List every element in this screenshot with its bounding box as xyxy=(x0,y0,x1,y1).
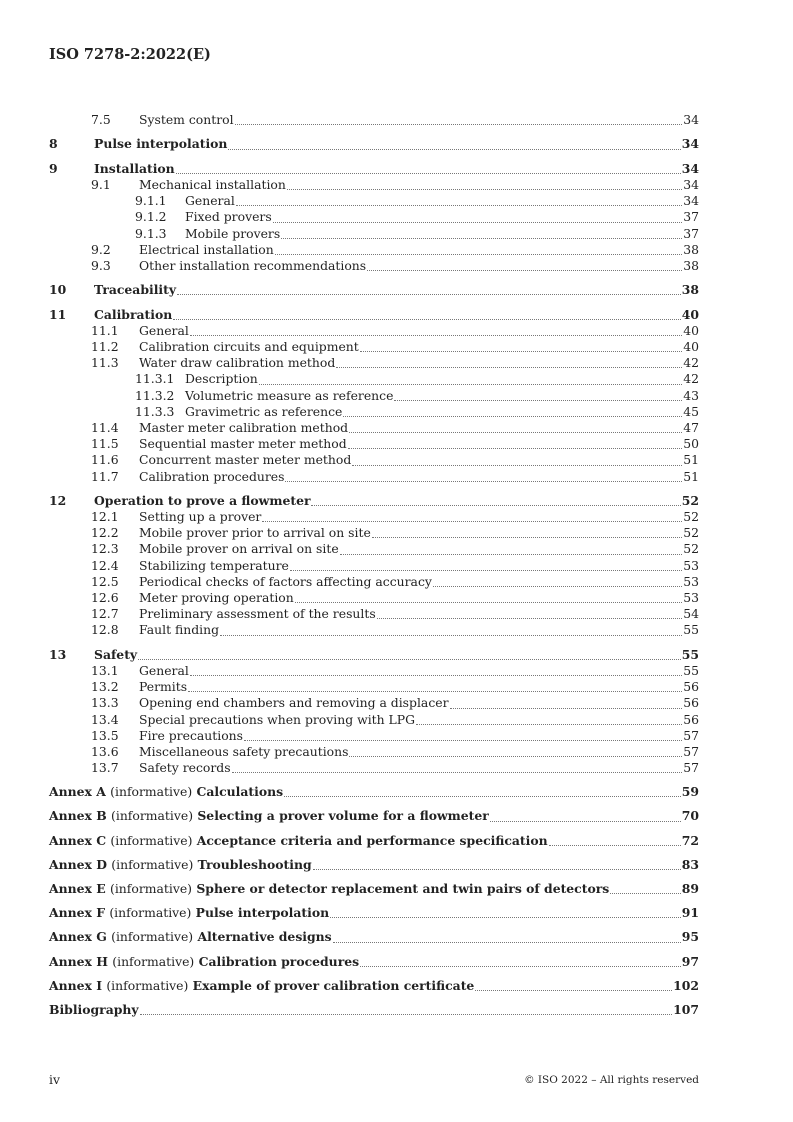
toc-page-number: 59 xyxy=(681,784,699,800)
toc-entry[interactable] xyxy=(49,712,699,728)
toc-entry[interactable] xyxy=(49,541,699,557)
toc-page-number: 70 xyxy=(681,808,699,824)
toc-dot-leader xyxy=(190,675,682,676)
toc-entry[interactable] xyxy=(49,744,699,760)
toc-page-number: 55 xyxy=(681,646,699,662)
toc-dot-leader xyxy=(176,173,681,174)
toc-entry-title: General xyxy=(185,193,235,209)
toc-entry-number: 13.4 xyxy=(91,711,119,727)
toc-entry-title: Miscellaneous safety precautions xyxy=(139,743,349,759)
toc-annex-heading: Acceptance criteria and performance specification xyxy=(196,832,548,848)
toc-dot-leader xyxy=(336,367,682,368)
toc-entry-title: Stabilizing temperature xyxy=(139,557,289,573)
toc-dot-leader xyxy=(273,222,683,223)
toc-dot-leader xyxy=(348,448,683,449)
toc-entry-title: Operation to prove a flowmeter xyxy=(94,492,311,508)
table-of-contents xyxy=(49,112,699,1018)
toc-page-number: 55 xyxy=(683,622,699,638)
toc-dot-leader xyxy=(352,465,682,466)
copyright-notice: © ISO 2022 – All rights reserved xyxy=(524,1074,699,1086)
toc-annex-title xyxy=(49,978,474,994)
toc-page-number: 47 xyxy=(683,419,699,435)
toc-entry-title: General xyxy=(139,662,189,678)
toc-page-number: 53 xyxy=(683,557,699,573)
toc-entry-title: Water draw calibration method xyxy=(139,355,336,371)
toc-annex-label: Annex I xyxy=(49,977,103,993)
toc-entry-number: 12.5 xyxy=(91,573,119,589)
toc-dot-leader xyxy=(220,635,682,636)
toc-dot-leader xyxy=(311,505,680,506)
toc-page-number: 40 xyxy=(681,306,699,322)
toc-entry-number: 12.8 xyxy=(91,622,119,638)
toc-entry[interactable] xyxy=(49,647,699,663)
toc-annex-label: Annex H xyxy=(49,953,108,969)
toc-entry-number: 9.2 xyxy=(91,241,111,257)
toc-entry[interactable] xyxy=(49,112,699,128)
toc-entry[interactable] xyxy=(49,226,699,242)
toc-dot-leader xyxy=(173,319,681,320)
toc-dot-leader xyxy=(450,708,683,709)
toc-entry-number: 13.3 xyxy=(91,695,119,711)
toc-entry-number: 11.7 xyxy=(91,468,119,484)
toc-annex-informative: (informative) xyxy=(110,832,193,848)
toc-annex-title xyxy=(49,833,548,849)
toc-entry[interactable] xyxy=(49,209,699,225)
toc-entry[interactable] xyxy=(49,436,699,452)
toc-entry[interactable] xyxy=(49,695,699,711)
toc-page-number: 34 xyxy=(683,193,699,209)
toc-entry-title: Traceability xyxy=(94,282,177,298)
toc-annex-label: Annex C xyxy=(49,832,107,848)
toc-dot-leader xyxy=(360,966,681,967)
toc-entry-number: 9.3 xyxy=(91,257,111,273)
toc-entry-title: Periodical checks of factors affecting accuracy xyxy=(139,573,432,589)
toc-dot-leader xyxy=(367,270,682,271)
toc-entry-title: General xyxy=(139,322,189,338)
toc-entry-number: 12.3 xyxy=(91,541,119,557)
toc-page-number: 42 xyxy=(683,371,699,387)
toc-entry-number: 10 xyxy=(49,282,67,298)
toc-dot-leader xyxy=(549,845,681,846)
toc-dot-leader xyxy=(610,893,681,894)
toc-dot-leader xyxy=(281,238,682,239)
toc-page-number: 54 xyxy=(683,606,699,622)
toc-entry-title: Safety xyxy=(94,646,138,662)
toc-annex-entry[interactable] xyxy=(49,833,699,849)
toc-entry-number: 13 xyxy=(49,646,67,662)
toc-entry-title: Pulse interpolation xyxy=(94,136,228,152)
toc-entry-number: 13.6 xyxy=(91,743,119,759)
toc-page-number: 40 xyxy=(683,339,699,354)
toc-dot-leader xyxy=(262,521,682,522)
toc-annex-informative: (informative) xyxy=(111,856,194,872)
toc-entry-number: 11 xyxy=(49,306,67,322)
toc-entry-number: 12.4 xyxy=(91,557,119,573)
toc-dot-leader xyxy=(313,869,681,870)
toc-entry-title: Gravimetric as reference xyxy=(185,403,343,419)
toc-page-number: 53 xyxy=(683,590,699,605)
toc-entry-number: 13.5 xyxy=(91,727,119,743)
toc-annex-informative: (informative) xyxy=(110,784,193,800)
toc-page-number: 57 xyxy=(683,760,699,776)
toc-entry-title: Mechanical installation xyxy=(139,176,286,192)
toc-entry[interactable] xyxy=(49,509,699,525)
toc-page-number: 37 xyxy=(683,209,699,225)
toc-dot-leader xyxy=(343,416,682,417)
toc-page-number: 91 xyxy=(681,905,699,921)
toc-entry-title: Description xyxy=(185,371,258,387)
toc-annex-entry[interactable] xyxy=(49,929,699,945)
toc-dot-leader xyxy=(235,124,683,125)
toc-entry-number: 11.6 xyxy=(91,452,119,468)
toc-entry-number: 12.2 xyxy=(91,525,119,541)
toc-page-number: 52 xyxy=(683,525,699,541)
toc-entry-number: 7.5 xyxy=(91,112,111,127)
toc-entry[interactable] xyxy=(49,420,699,436)
toc-dot-leader xyxy=(349,432,682,433)
toc-entry[interactable] xyxy=(49,679,699,695)
toc-page-number: 40 xyxy=(683,322,699,338)
toc-page-number: 56 xyxy=(683,695,699,711)
toc-annex-heading: Alternative designs xyxy=(197,929,332,945)
toc-entry-title: Opening end chambers and removing a displacer xyxy=(139,695,449,711)
toc-page-number: 34 xyxy=(681,160,699,176)
toc-dot-leader xyxy=(188,691,682,692)
toc-page-number: 83 xyxy=(681,856,699,872)
toc-entry-title: Calibration procedures xyxy=(139,468,285,484)
toc-annex-heading: Troubleshooting xyxy=(197,856,312,872)
toc-page-number: 72 xyxy=(681,832,699,848)
toc-annex-label: Annex D xyxy=(49,856,107,872)
toc-annex-informative: (informative) xyxy=(111,808,194,824)
toc-annex-informative: (informative) xyxy=(112,953,195,969)
toc-entry[interactable] xyxy=(49,452,699,468)
toc-entry-title: Setting up a prover xyxy=(139,509,262,525)
toc-annex-informative: (informative) xyxy=(110,881,192,896)
toc-dot-leader xyxy=(340,554,683,555)
toc-dot-leader xyxy=(244,740,682,741)
toc-annex-label: Annex F xyxy=(49,905,106,921)
toc-entry-title: Installation xyxy=(94,160,175,176)
toc-page-number: 52 xyxy=(683,541,699,557)
toc-dot-leader xyxy=(295,602,682,603)
toc-entry-number: 11.1 xyxy=(91,322,119,338)
toc-entry-number: 11.4 xyxy=(91,419,119,435)
toc-entry-number: 11.5 xyxy=(91,436,119,452)
toc-entry-title: Master meter calibration method xyxy=(139,419,349,435)
toc-entry-number: 11.3.1 xyxy=(135,371,175,387)
toc-entry[interactable] xyxy=(49,469,699,485)
toc-page-number: 89 xyxy=(681,881,699,896)
toc-annex-entry[interactable] xyxy=(49,857,699,873)
toc-entry[interactable] xyxy=(49,760,699,776)
toc-annex-label: Annex E xyxy=(49,881,106,896)
toc-dot-leader xyxy=(349,756,682,757)
toc-dot-leader xyxy=(290,570,682,571)
toc-entry[interactable] xyxy=(49,307,699,323)
toc-annex-heading: Sphere or detector replacement and twin pairs of detectors xyxy=(196,881,610,896)
toc-entry[interactable] xyxy=(49,388,699,404)
toc-entry-title: Fire precautions xyxy=(139,727,243,743)
toc-entry-number: 12.1 xyxy=(91,509,119,525)
toc-annex-title xyxy=(49,929,332,945)
toc-dot-leader xyxy=(138,659,681,660)
toc-entry[interactable] xyxy=(49,663,699,679)
toc-page-number: 56 xyxy=(683,679,699,695)
toc-dot-leader xyxy=(394,400,682,401)
toc-dot-leader xyxy=(275,254,682,255)
toc-annex-entry[interactable] xyxy=(49,881,699,897)
toc-page-number: 45 xyxy=(683,403,699,419)
toc-dot-leader xyxy=(490,821,681,822)
toc-entry-number: 12.7 xyxy=(91,606,119,622)
toc-dot-leader xyxy=(372,537,682,538)
toc-annex-entry[interactable] xyxy=(49,784,699,800)
toc-entry[interactable] xyxy=(49,404,699,420)
toc-annex-heading: Selecting a prover volume for a flowmeter xyxy=(197,808,489,824)
toc-entry-number: 11.3.2 xyxy=(135,387,175,403)
toc-annex-label: Annex G xyxy=(49,929,107,945)
toc-entry-title: Fixed provers xyxy=(185,209,272,225)
toc-entry-title: System control xyxy=(139,112,234,127)
toc-entry[interactable] xyxy=(49,728,699,744)
toc-annex-label: Annex B xyxy=(49,808,107,824)
document-header: ISO 7278-2:2022(E) xyxy=(49,46,211,63)
toc-page-number: 97 xyxy=(681,953,699,969)
toc-page-number: 56 xyxy=(683,711,699,727)
toc-entry-number: 13.1 xyxy=(91,662,119,678)
toc-page-number: 50 xyxy=(683,436,699,452)
toc-entry[interactable] xyxy=(49,493,699,509)
toc-page-number: 34 xyxy=(681,136,699,152)
toc-entry[interactable] xyxy=(49,258,699,274)
toc-entry-title: Fault finding xyxy=(139,622,220,638)
toc-page-number: 42 xyxy=(683,355,699,371)
toc-entry-title: Permits xyxy=(139,679,188,695)
toc-entry[interactable] xyxy=(49,622,699,638)
toc-entry-number: 9.1.3 xyxy=(135,225,167,241)
toc-page-number: 102 xyxy=(673,977,699,993)
toc-page-number: 57 xyxy=(683,727,699,743)
toc-annex-informative: (informative) xyxy=(106,977,189,993)
toc-page-number: 107 xyxy=(673,1001,699,1017)
toc-dot-leader xyxy=(190,335,682,336)
toc-entry[interactable] xyxy=(49,242,699,258)
toc-dot-leader xyxy=(360,351,682,352)
toc-entry-number: 9 xyxy=(49,160,58,176)
toc-entry-number: 13.7 xyxy=(91,760,119,776)
toc-dot-leader xyxy=(475,990,672,991)
toc-annex-title xyxy=(49,808,489,824)
toc-page-number: 37 xyxy=(683,225,699,241)
toc-dot-leader xyxy=(236,205,682,206)
toc-page-number: 34 xyxy=(683,112,699,127)
toc-annex-title xyxy=(49,784,283,800)
toc-entry[interactable] xyxy=(49,590,699,606)
toc-entry-number: 9.1 xyxy=(91,176,111,192)
toc-page-number: 55 xyxy=(683,662,699,678)
toc-entry-title: Preliminary assessment of the results xyxy=(139,606,376,622)
toc-page-number: 34 xyxy=(683,176,699,192)
toc-entry-number: 11.3 xyxy=(91,355,119,371)
toc-dot-leader xyxy=(333,942,681,943)
toc-entry[interactable] xyxy=(49,558,699,574)
toc-annex-heading: Calibration procedures xyxy=(198,953,360,969)
toc-entry-number: 9.1.2 xyxy=(135,209,167,225)
toc-dot-leader xyxy=(377,618,683,619)
toc-annex-entry[interactable] xyxy=(49,978,699,994)
toc-annex-informative: (informative) xyxy=(109,905,192,921)
toc-entry-title: Calibration xyxy=(94,306,173,322)
toc-entry-title: Mobile prover prior to arrival on site xyxy=(139,525,371,541)
toc-entry-number: 12 xyxy=(49,492,67,508)
toc-entry-number: 8 xyxy=(49,136,58,152)
toc-entry[interactable] xyxy=(49,161,699,177)
toc-dot-leader xyxy=(330,917,681,918)
toc-annex-title xyxy=(49,954,359,970)
toc-entry-title: Other installation recommendations xyxy=(139,257,367,273)
toc-annex-heading: Example of prover calibration certificate xyxy=(192,977,475,993)
toc-entry-number: 11.2 xyxy=(91,339,119,354)
toc-entry[interactable] xyxy=(49,606,699,622)
toc-page-number: 38 xyxy=(683,257,699,273)
toc-annex-entry[interactable] xyxy=(49,1002,699,1018)
toc-page-number: 38 xyxy=(683,241,699,257)
toc-page-number: 51 xyxy=(683,452,699,468)
toc-dot-leader xyxy=(416,724,682,725)
toc-dot-leader xyxy=(232,772,683,773)
toc-entry-number: 13.2 xyxy=(91,679,119,695)
toc-dot-leader xyxy=(433,586,682,587)
toc-annex-entry[interactable] xyxy=(49,905,699,921)
toc-entry[interactable] xyxy=(49,282,699,298)
toc-entry-title: Calibration circuits and equipment xyxy=(139,339,359,354)
toc-page-number: 57 xyxy=(683,743,699,759)
toc-entry-number: 11.3.3 xyxy=(135,403,175,419)
toc-entry-number: 9.1.1 xyxy=(135,193,167,209)
toc-page-number: 53 xyxy=(683,573,699,589)
toc-entry-title: Safety records xyxy=(139,760,231,776)
toc-dot-leader xyxy=(284,796,681,797)
toc-entry-title: Special precautions when proving with LPG xyxy=(139,711,416,727)
toc-annex-entry[interactable] xyxy=(49,808,699,824)
toc-annex-title xyxy=(49,881,609,897)
toc-annex-label: Annex A xyxy=(49,784,106,800)
toc-entry[interactable] xyxy=(49,355,699,371)
toc-entry-title: Volumetric measure as reference xyxy=(185,387,394,403)
toc-annex-title xyxy=(49,1002,139,1018)
toc-annex-heading: Calculations xyxy=(196,784,284,800)
toc-annex-label: Bibliography xyxy=(49,1001,139,1017)
toc-dot-leader xyxy=(177,294,681,295)
toc-entry[interactable] xyxy=(49,371,699,387)
toc-dot-leader xyxy=(287,189,682,190)
toc-entry[interactable] xyxy=(49,323,699,339)
toc-entry[interactable] xyxy=(49,525,699,541)
toc-annex-informative: (informative) xyxy=(111,929,194,945)
toc-dot-leader xyxy=(285,481,682,482)
toc-page-number: 52 xyxy=(683,509,699,525)
toc-dot-leader xyxy=(228,149,680,150)
toc-entry-title: Mobile prover on arrival on site xyxy=(139,541,339,557)
page-number: iv xyxy=(49,1072,60,1087)
toc-entry-title: Electrical installation xyxy=(139,241,274,257)
toc-entry-number: 12.6 xyxy=(91,590,119,605)
toc-entry[interactable] xyxy=(49,339,699,355)
toc-annex-title xyxy=(49,905,329,921)
toc-entry-title: Meter proving operation xyxy=(139,590,294,605)
toc-page-number: 95 xyxy=(681,929,699,945)
toc-annex-title xyxy=(49,857,312,873)
toc-annex-heading: Pulse interpolation xyxy=(195,905,330,921)
toc-entry-title: Mobile provers xyxy=(185,225,281,241)
toc-entry[interactable] xyxy=(49,574,699,590)
toc-page-number: 52 xyxy=(681,492,699,508)
toc-entry-title: Concurrent master meter method xyxy=(139,452,352,468)
toc-entry[interactable] xyxy=(49,177,699,193)
toc-entry[interactable] xyxy=(49,136,699,152)
toc-entry[interactable] xyxy=(49,193,699,209)
toc-page-number: 51 xyxy=(683,468,699,484)
toc-page-number: 38 xyxy=(681,282,699,298)
toc-dot-leader xyxy=(259,384,682,385)
toc-entry-title: Sequential master meter method xyxy=(139,436,347,452)
toc-dot-leader xyxy=(140,1014,673,1015)
toc-annex-entry[interactable] xyxy=(49,954,699,970)
toc-page-number: 43 xyxy=(683,387,699,403)
